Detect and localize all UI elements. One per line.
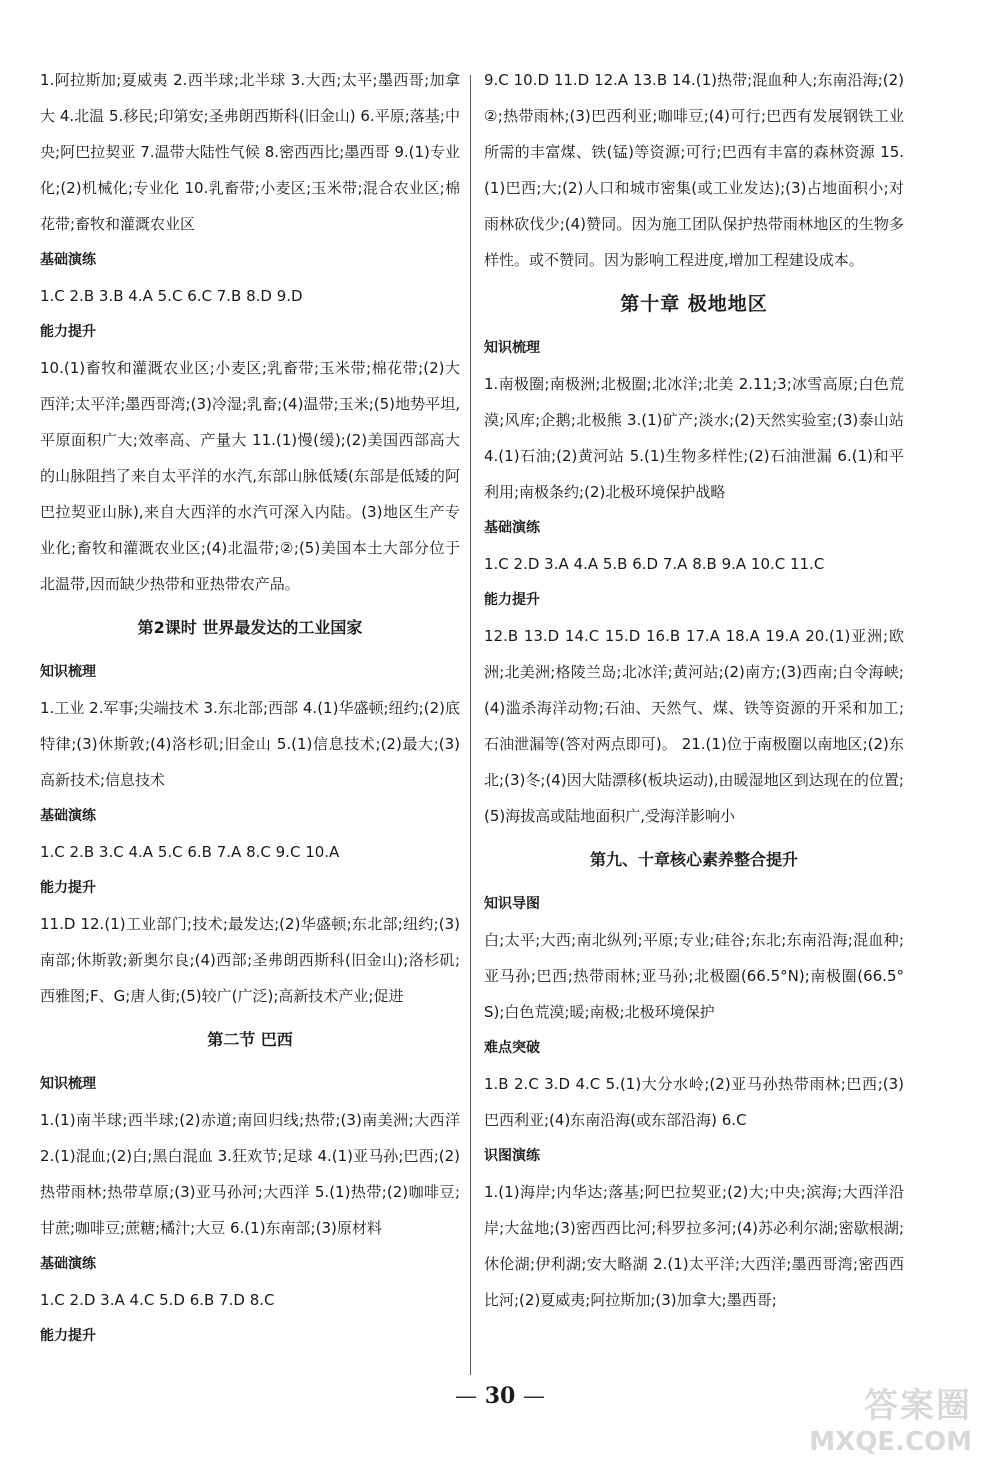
answer-block: 1.(1)南半球;西半球;(2)赤道;南回归线;热带;(3)南美洲;大西洋 2.(1)混血;(2)白;黑白混血 3.狂欢节;足球 4.(1)亚马孙;巴西;(2)热带雨林;热带草原;(3)亚马孙河;大西洋 5.(1)热带;(2)咖啡豆;甘蔗;咖啡豆;蔗糖;橘汁;大豆 6.(1)东南部;(3)原材料: [40, 1111, 460, 1237]
lesson-heading: 第2课时 世界最发达的工业国家: [137, 618, 363, 637]
section-label: 能力提升: [40, 880, 96, 896]
column-divider: [470, 75, 471, 1375]
section-label: 基础演练: [40, 252, 96, 268]
section-label: 知识梳理: [40, 1076, 96, 1092]
watermark-url: MXQE.COM: [809, 1427, 972, 1457]
section-label: 难点突破: [484, 1040, 540, 1056]
section-label: 基础演练: [484, 520, 540, 536]
right-column: [484, 62, 904, 1318]
watermark: [809, 1378, 972, 1457]
section-label: 能力提升: [484, 592, 540, 608]
section-label: 知识梳理: [40, 664, 96, 680]
answer-block: 9.C 10.D 11.D 12.A 13.B 14.(1)热带;混血种人;东南沿海;(2)②;热带雨林;(3)巴西利亚;咖啡豆;(4)可行;巴西有发展钢铁工业所需的丰富煤、铁(锰)等资源;可行;巴西有丰富的森林资源 15.(1)巴西;大;(2)人口和城市密集(或工业发达);(3)占地面积小;对雨林砍伐少;(4)赞同。因为施工团队保护热带雨林地区的生物多样性。或不赞同。因为影响工程进度,增加工程建设成本。: [484, 71, 904, 269]
page-dash-left: —: [455, 1384, 478, 1409]
answer-block: 1.C 2.D 3.A 4.A 5.B 6.D 7.A 8.B 9.A 10.C 11.C: [484, 555, 825, 573]
section-label: 基础演练: [40, 808, 96, 824]
answer-block: 1.阿拉斯加;夏威夷 2.西半球;北半球 3.大西;太平;墨西哥;加拿大 4.北温 5.移民;印第安;圣弗朗西斯科(旧金山) 6.平原;落基;中央;阿巴拉契亚 7.温带大陆性气候 8.密西西比;墨西哥 9.(1)专业化;(2)机械化;专业化 10.乳畜带;小麦区;玉米带;混合农业区;棉花带;畜牧和灌溉农业区: [40, 71, 460, 233]
answer-block: 1.(1)海岸;内华达;落基;阿巴拉契亚;(2)大;中央;滨海;大西洋沿岸;大盆地;(3)密西西比河;科罗拉多河;(4)苏必利尔湖;密歇根湖;休伦湖;伊利湖;安大略湖 2.(1)太平洋;大西洋;墨西哥湾;密西西比河;(2)夏威夷;阿拉斯加;(3)加拿大;墨西哥;: [484, 1183, 904, 1309]
section-label: 基础演练: [40, 1256, 96, 1272]
section-heading: 第九、十章核心素养整合提升: [589, 850, 798, 869]
answer-block: 1.C 2.B 3.C 4.A 5.C 6.B 7.A 8.C 9.C 10.A: [40, 843, 340, 861]
section-label: 能力提升: [40, 324, 96, 340]
answer-block: 1.B 2.C 3.D 4.C 5.(1)大分水岭;(2)亚马孙热带雨林;巴西;(3)巴西利亚;(4)东南沿海(或东部沿海) 6.C: [484, 1075, 904, 1129]
answer-block: 1.C 2.B 3.B 4.A 5.C 6.C 7.B 8.D 9.D: [40, 287, 303, 305]
answer-block: 1.C 2.D 3.A 4.C 5.D 6.B 7.D 8.C: [40, 1291, 275, 1309]
answer-block: 1.南极圈;南极洲;北极圈;北冰洋;北美 2.11;3;冰雪高原;白色荒漠;风库;企鹅;北极熊 3.(1)矿产;淡水;(2)天然实验室;(3)泰山站 4.(1)石油;(2)黄河站 5.(1)生物多样性;(2)石油泄漏 6.(1)和平利用;南极条约;(2)北极环境保护战略: [484, 375, 904, 501]
answer-block: 12.B 13.D 14.C 15.D 16.B 17.A 18.A 19.A 20.(1)亚洲;欧洲;北美洲;格陵兰岛;北冰洋;黄河站;(2)南方;(3)西南;白令海峡;(4)滥杀海洋动物;石油、天然气、煤、铁等资源的开采和加工;石油泄漏等(答对两点即可)。 21.(1)位于南极圈以南地区;(2)东北;(3)冬;(4)因大陆漂移(板块运动),由暖湿地区到达现在的位置;(5)海拔高或陆地面积广,受海洋影响小: [484, 627, 904, 825]
answer-block: 1.工业 2.军事;尖端技术 3.东北部;西部 4.(1)华盛顿;纽约;(2)底特律;(3)休斯敦;(4)洛杉矶;旧金山 5.(1)信息技术;(2)最大;(3)高新技术;信息技术: [40, 699, 460, 789]
section-label: 识图演练: [484, 1148, 540, 1164]
answer-block: 白;太平;大西;南北纵列;平原;专业;硅谷;东北;东南沿海;混血种;亚马孙;巴西;热带雨林;亚马孙;北极圈(66.5°N);南极圈(66.5°S);白色荒漠;暖;南极;北极环境保护: [484, 931, 904, 1021]
watermark-logo: 答案圈: [864, 1386, 972, 1426]
section-label: 知识导图: [484, 896, 540, 912]
section-label: 能力提升: [40, 1328, 96, 1344]
answer-block: 11.D 12.(1)工业部门;技术;最发达;(2)华盛顿;东北部;纽约;(3)南部;休斯敦;新奥尔良;(4)西部;圣弗朗西斯科(旧金山);洛杉矶;西雅图;F、G;唐人街;(5)较广(广泛);高新技术产业;促进: [40, 915, 460, 1005]
section-label: 知识梳理: [484, 340, 540, 356]
page-dash-right: —: [522, 1384, 545, 1409]
chapter-heading: 第十章 极地地区: [620, 293, 768, 315]
section-heading: 第二节 巴西: [207, 1030, 293, 1049]
answer-block: 10.(1)畜牧和灌溉农业区;小麦区;乳畜带;玉米带;棉花带;(2)大西洋;太平洋;墨西哥湾;(3)冷湿;乳畜;(4)温带;玉米;(5)地势平坦,平原面积广大;效率高、产量大 11.(1)慢(缓);(2)美国西部高大的山脉阻挡了来自太平洋的水汽,东部山脉低矮(东部是低矮的阿巴拉契亚山脉),来自大西洋的水汽可深入内陆。(3)地区生产专业化;畜牧和灌溉农业区;(4)北温带;②;(5)美国本土大部分位于北温带,因而缺少热带和亚热带农产品。: [40, 359, 460, 593]
page-number-value: 30: [484, 1383, 516, 1409]
left-column: [40, 62, 460, 1354]
